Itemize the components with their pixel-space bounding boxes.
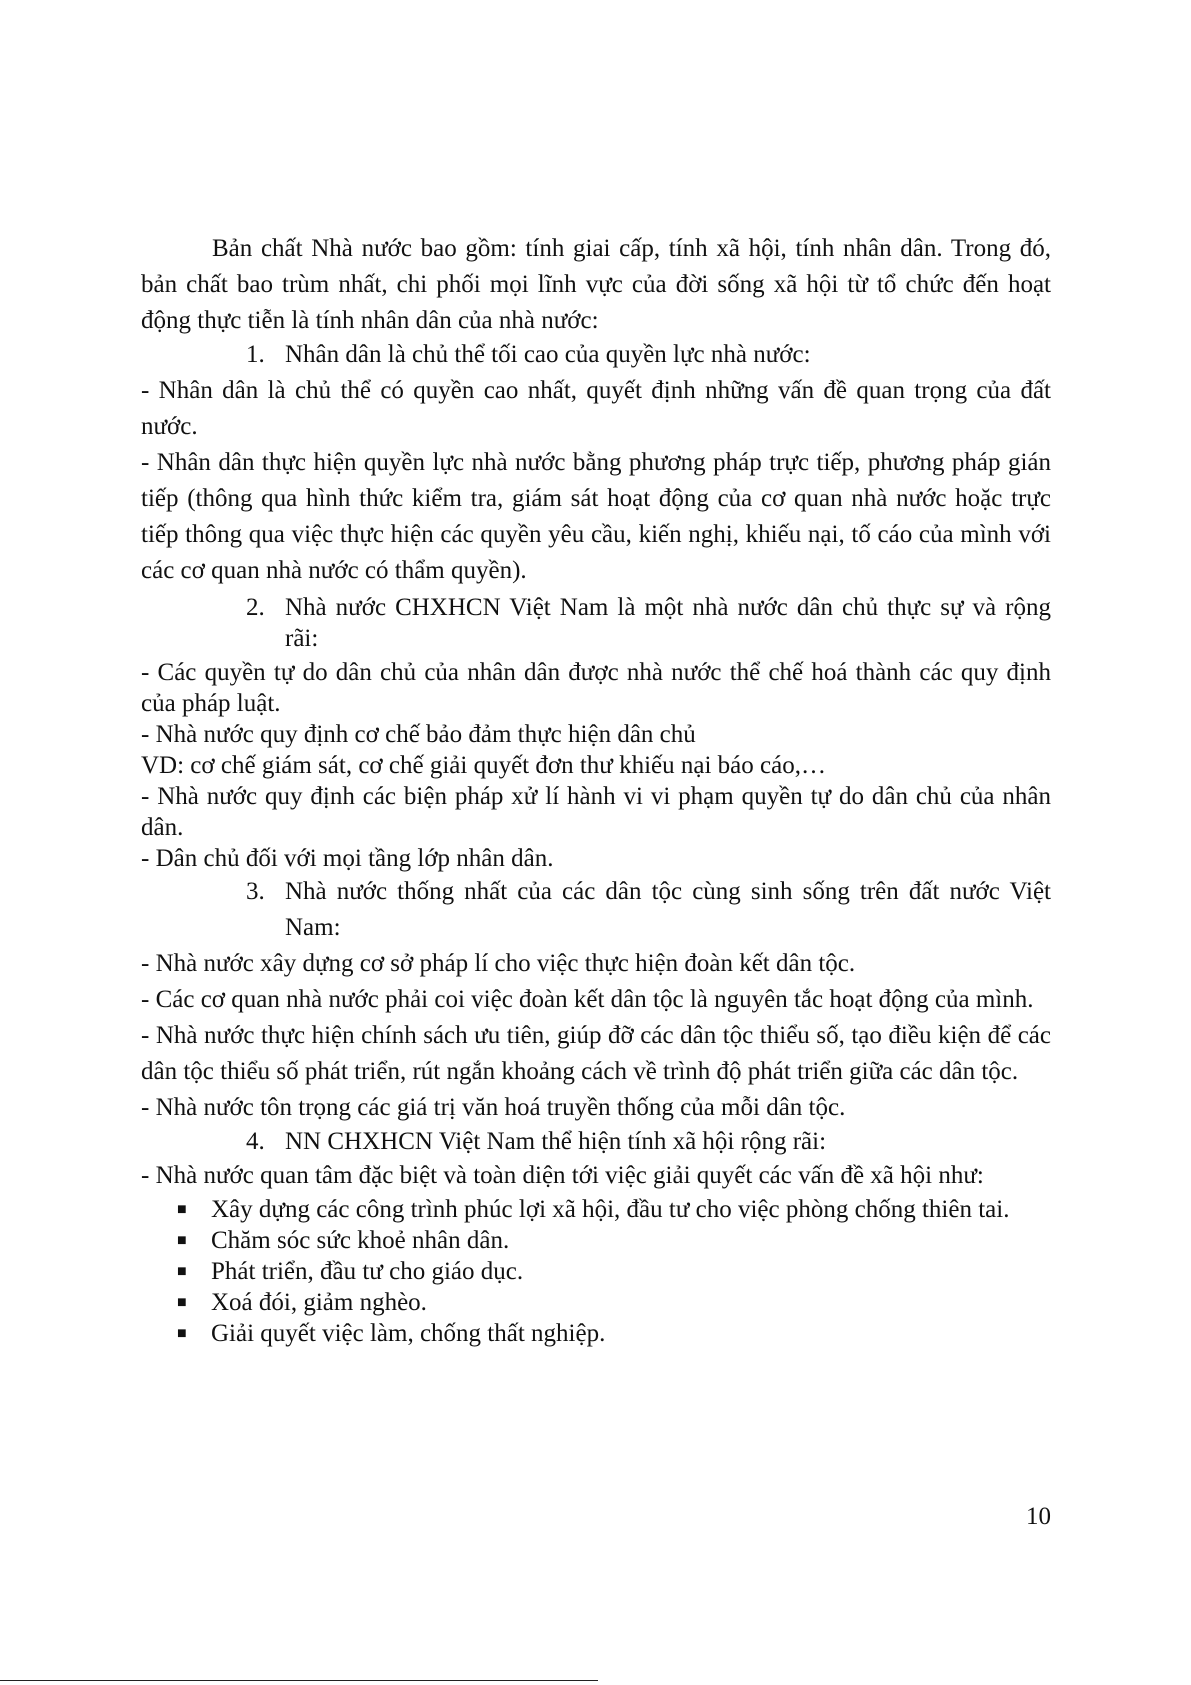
section-3-line-1: - Nhà nước xây dựng cơ sở pháp lí cho việc thực hiện đoàn kết dân tộc. <box>141 950 856 977</box>
section-title: Nhân dân là chủ thể tối cao của quyền lực nhà nước: <box>285 341 811 368</box>
section-title: NN CHXHCN Việt Nam thể hiện tính xã hội rộng rãi: <box>285 1128 827 1155</box>
intro-paragraph: Bản chất Nhà nước bao gồm: tính giai cấp, tính xã hội, tính nhân dân. Trong đó, bản chất bao trùm nhất, chi phối mọi lĩnh vực của đời sống xã hội từ tổ chức đến hoạt động thực tiễn là tính nhân dân của nhà nước: <box>141 235 1051 334</box>
section-number: 2. <box>246 594 265 621</box>
section-2-line-5: - Dân chủ đối với mọi tầng lớp nhân dân. <box>141 845 554 872</box>
footer-divider <box>0 1680 598 1681</box>
bullet-square-icon: ■ <box>177 1201 187 1218</box>
section-1-line-1: - Nhân dân là chủ thể có quyền cao nhất, quyết định những vấn đề quan trọng của đất nước. <box>141 377 1051 440</box>
section-number: 3. <box>246 878 265 905</box>
section-4-line-1: - Nhà nước quan tâm đặc biệt và toàn diện tới việc giải quyết các vấn đề xã hội như: <box>141 1162 984 1189</box>
section-3-line-2: - Các cơ quan nhà nước phải coi việc đoàn kết dân tộc là nguyên tắc hoạt động của mình. <box>141 986 1034 1013</box>
section-title: Nhà nước CHXHCN Việt Nam là một nhà nước dân chủ thực sự và rộng rãi: <box>285 594 1051 652</box>
list-item: ■ Giải quyết việc làm, chống thất nghiệp. <box>141 1318 1051 1349</box>
social-issues-list <box>141 1194 1051 1349</box>
bullet-square-icon: ■ <box>177 1325 187 1342</box>
section-1-heading <box>141 339 1051 370</box>
page-body <box>141 231 1051 1349</box>
section-2-line-2: - Nhà nước quy định cơ chế bảo đảm thực hiện dân chủ <box>141 721 696 748</box>
section-2-line-3: VD: cơ chế giám sát, cơ chế giải quyết đơn thư khiếu nại báo cáo,… <box>141 752 826 779</box>
section-1-line-2: - Nhân dân thực hiện quyền lực nhà nước bằng phương pháp trực tiếp, phương pháp gián tiếp (thông qua hình thức kiểm tra, giám sát hoạt động của cơ quan nhà nước hoặc trực tiếp thông qua việc thực hiện các quyền yêu cầu, kiến nghị, khiếu nại, tố cáo của mình với các cơ quan nhà nước có thẩm quyền). <box>141 449 1051 584</box>
bullet-square-icon: ■ <box>177 1263 187 1280</box>
section-2-heading <box>141 592 1051 654</box>
list-item: ■ Xây dựng các công trình phúc lợi xã hội, đầu tư cho việc phòng chống thiên tai. <box>141 1194 1051 1225</box>
bullet-square-icon: ■ <box>177 1232 187 1249</box>
section-3-line-3: - Nhà nước thực hiện chính sách ưu tiên, giúp đỡ các dân tộc thiểu số, tạo điều kiện để các dân tộc thiểu số phát triển, rút ngắn khoảng cách về trình độ phát triển giữa các dân tộc. <box>141 1022 1051 1085</box>
section-3-heading <box>141 874 1051 946</box>
list-item: ■ Xoá đói, giảm nghèo. <box>141 1287 1051 1318</box>
section-number: 1. <box>246 341 265 368</box>
section-2-line-1: - Các quyền tự do dân chủ của nhân dân được nhà nước thể chế hoá thành các quy định của pháp luật. <box>141 659 1051 717</box>
section-3-line-4: - Nhà nước tôn trọng các giá trị văn hoá truyền thống của mỗi dân tộc. <box>141 1094 846 1121</box>
section-title: Nhà nước thống nhất của các dân tộc cùng sinh sống trên đất nước Việt Nam: <box>285 878 1051 941</box>
bullet-square-icon: ■ <box>177 1294 187 1311</box>
list-item: ■ Chăm sóc sức khoẻ nhân dân. <box>141 1225 1051 1256</box>
section-4-heading <box>141 1126 1051 1157</box>
section-2-line-4: - Nhà nước quy định các biện pháp xử lí hành vi vi phạm quyền tự do dân chủ của nhân dân. <box>141 783 1051 841</box>
list-item: ■ Phát triển, đầu tư cho giáo dục. <box>141 1256 1051 1287</box>
page-number: 10 <box>1026 1503 1051 1530</box>
section-number: 4. <box>246 1128 265 1155</box>
